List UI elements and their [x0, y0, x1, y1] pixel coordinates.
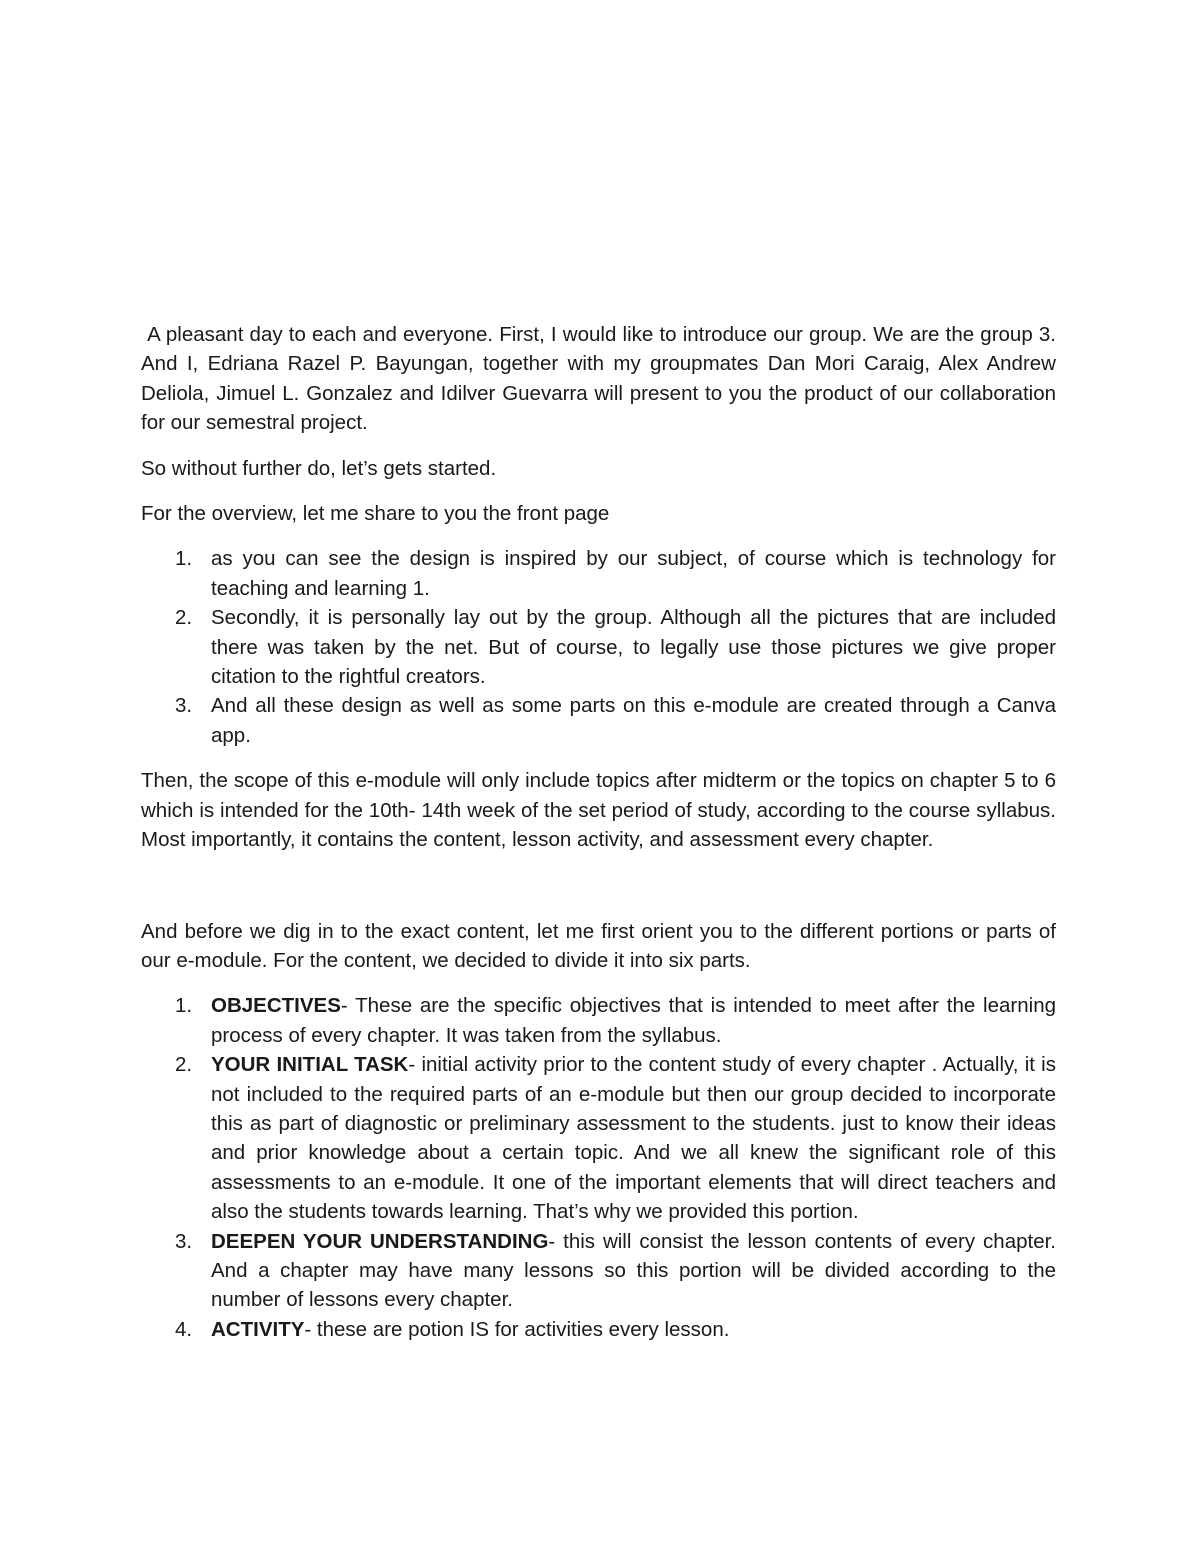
- list-number: 1.: [175, 994, 193, 1018]
- list-number: 4.: [175, 1317, 193, 1341]
- list-number: 1.: [175, 547, 193, 571]
- part-term: ACTIVITY: [211, 1317, 305, 1341]
- list-item: [141, 1227, 1056, 1315]
- part-description: - these are potion IS for activities every lesson.: [304, 1317, 730, 1341]
- list-item: [141, 691, 1056, 750]
- list-item-text: Secondly, it is personally lay out by the group. Although all the pictures that are included there was taken by the net. But of course, to legally use those pictures we give proper citation to the rightful creators.: [211, 606, 1056, 689]
- part-description: - These are the specific objectives that is intended to meet after the learning process of every chapter. It was taken from the syllabus.: [211, 994, 1056, 1047]
- list-item: [141, 1050, 1056, 1226]
- parts-list: [141, 991, 1056, 1344]
- overview-list: [141, 544, 1056, 750]
- orient-paragraph: And before we dig in to the exact content, let me first orient you to the different portions or parts of our e-module. For the content, we decided to divide it into six parts.: [141, 919, 1056, 972]
- part-description: - initial activity prior to the content study of every chapter . Actually, it is not included to the required parts of an e-module but then our group decided to incorporate this as part of diagnostic or preliminary assessment to the students. just to know their ideas and prior knowledge about a certain topic. And we all knew the significant role of this assessments to an e-module. It one of the important elements that will direct teachers and also the students towards learning. That’s why we provided this portion.: [211, 1053, 1056, 1224]
- list-item-text: as you can see the design is inspired by our subject, of course which is technology for teaching and learning 1.: [211, 547, 1056, 600]
- scope-paragraph: Then, the scope of this e-module will only include topics after midterm or the topics on chapter 5 to 6 which is intended for the 10th- 14th week of the set period of study, according to the course syllabus. Most importantly, it contains the content, lesson activity, and assessment every chapter.: [141, 769, 1056, 852]
- part-term: YOUR INITIAL TASK: [211, 1053, 409, 1077]
- start-paragraph: So without further do, let’s gets started.: [141, 456, 497, 480]
- intro-paragraph: A pleasant day to each and everyone. First, I would like to introduce our group. We are the group 3. And I, Edriana Razel P. Bayungan, together with my groupmates Dan Mori Caraig, Alex Andrew Deliola, Jimuel L. Gonzalez and Idilver Guevarra will present to you the product of our collaboration for our semestral project.: [141, 323, 1056, 435]
- list-item: [141, 991, 1056, 1050]
- list-number: 3.: [175, 694, 193, 718]
- part-term: DEEPEN YOUR UNDERSTANDING: [211, 1229, 549, 1253]
- document-page: [141, 320, 1056, 1360]
- list-item: [141, 1315, 1056, 1344]
- part-term: OBJECTIVES: [211, 994, 341, 1018]
- list-item-text: And all these design as well as some parts on this e-module are created through a Canva app.: [211, 694, 1056, 747]
- overview-paragraph: For the overview, let me share to you the front page: [141, 502, 610, 526]
- list-number: 2.: [175, 606, 193, 630]
- part-description: - this will consist the lesson contents of every chapter. And a chapter may have many lessons so this portion will be divided according to the number of lessons every chapter.: [211, 1229, 1056, 1312]
- list-number: 3.: [175, 1229, 193, 1253]
- list-number: 2.: [175, 1053, 193, 1077]
- list-item: [141, 603, 1056, 691]
- list-item: [141, 544, 1056, 603]
